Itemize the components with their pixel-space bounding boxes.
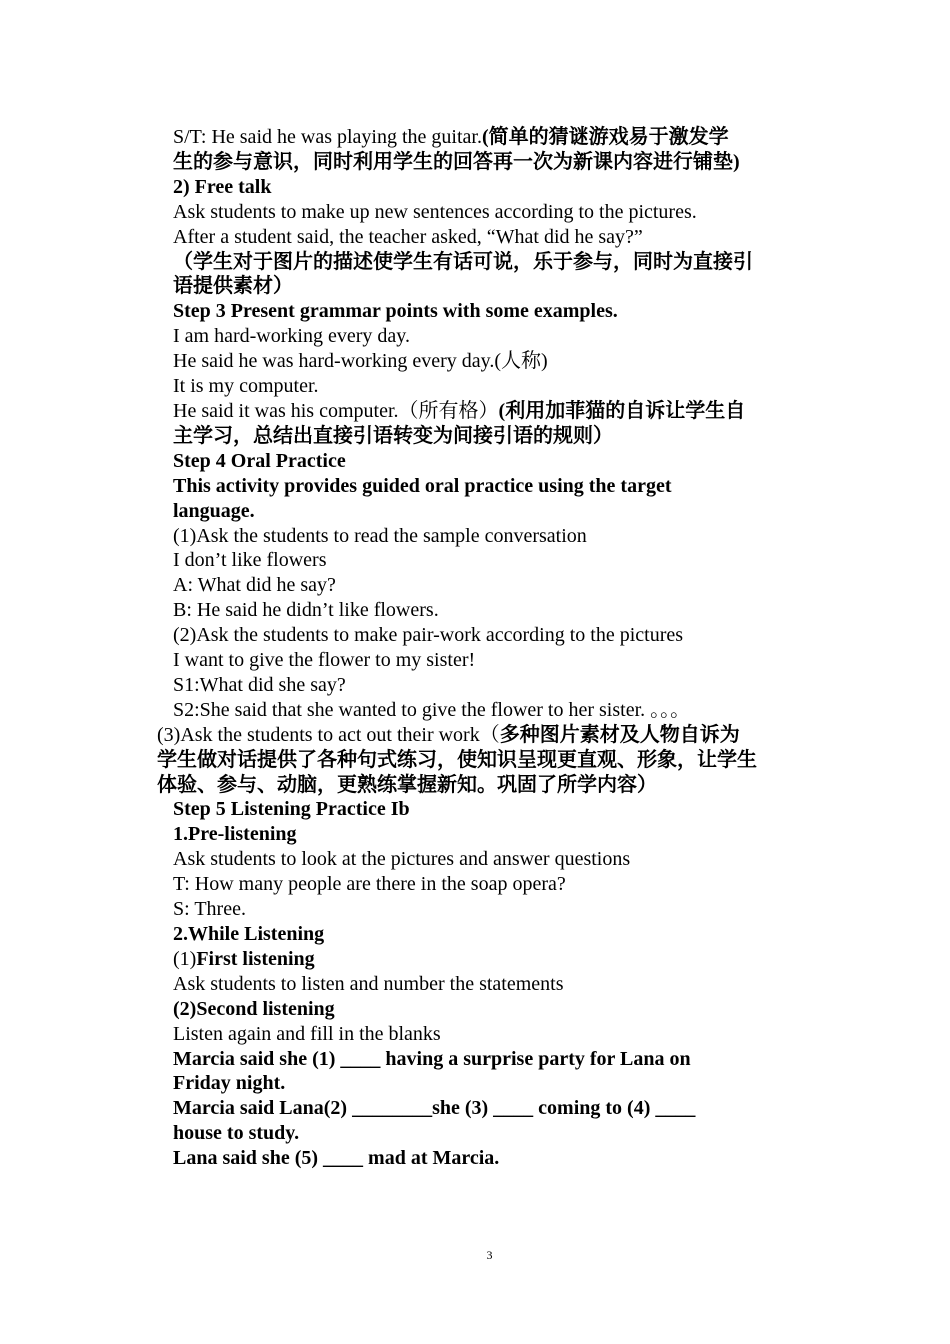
text-run: This activity provides guided oral practice using the target [173,474,672,497]
text-run: 2) Free talk [173,175,272,198]
text-line [157,773,817,798]
text-run: S: Three. [173,898,246,921]
text-line [157,997,817,1022]
text-run: Ask students to look at the pictures and answer questions [173,848,631,871]
text-run: Ask students to make up new sentences according to the pictures. [173,200,697,223]
text-run: S1:What did she say? [173,673,346,696]
document-body [157,125,817,1171]
text-line [157,872,817,897]
text-run: First listening [196,947,315,970]
text-line [157,200,817,225]
text-line [157,1071,817,1096]
text-line [157,847,817,872]
text-line [157,1022,817,1047]
text-run: 2.While Listening [173,923,325,945]
text-run: Listen again and fill in the blanks [173,1022,441,1045]
text-run: Friday night. [173,1072,286,1095]
text-line [157,250,817,275]
text-run: （学生对于图片的描述使学生有话可说，乐于参与，同时为直接引 [173,250,753,273]
text-run: (利用加菲猫的自诉让学生自 [498,399,746,422]
text-line [157,150,817,175]
text-line [157,673,817,698]
text-line [157,897,817,922]
text-line [157,573,817,598]
text-run: It is my computer. [173,375,319,398]
text-run: 多种图片素材及人物自诉为 [499,723,740,746]
text-line [157,698,817,723]
text-run: 1.Pre-listening [173,823,297,846]
text-run: 生的参与意识，同时利用学生的回答再一次为新课内容进行铺垫) [173,150,740,173]
text-line [157,822,817,847]
text-line [157,972,817,997]
text-line [157,374,817,399]
text-run: He said he was hard-working every day.(人称) [173,350,548,373]
text-line [157,1146,817,1171]
text-run: house to study. [173,1122,300,1145]
text-line [157,1121,817,1146]
text-run: (1)Ask the students to read the sample conversation [173,524,587,547]
text-line [157,449,817,474]
text-line [157,424,817,449]
text-run: (2)Second listening [173,997,335,1020]
text-line [157,125,817,150]
text-line [157,1047,817,1072]
page-number: 3 [486,1248,493,1262]
text-line [157,175,817,200]
text-run: S2:She said that she wanted to give the flower to her sister. 。。。 [173,698,691,721]
text-line [157,274,817,299]
text-line [157,225,817,250]
text-line [157,598,817,623]
text-run: language. [173,499,255,522]
text-run: T: How many people are there in the soap opera? [173,873,566,896]
text-run: I want to give the flower to my sister! [173,649,476,672]
text-run: Step 4 Oral Practice [173,449,346,472]
text-line [157,499,817,524]
text-line [157,349,817,374]
text-run: S/T: He said he was playing the guitar. [173,126,482,148]
text-run: After a student said, the teacher asked, “What did he say?” [173,225,643,248]
text-line [157,748,817,773]
text-line [157,524,817,549]
text-run: Marcia said Lana(2) ________she (3) ____ coming to (4) ____ [173,1097,696,1120]
text-run: I am hard-working every day. [173,325,410,348]
text-line [157,299,817,324]
text-run: B: He said he didn’t like flowers. [173,599,439,622]
text-run: Ask students to listen and number the statements [173,972,564,995]
text-run: Lana said she (5) ____ mad at Marcia. [173,1147,500,1170]
text-run: Marcia said she (1) ____ having a surprise party for Lana on [173,1047,691,1070]
text-line [157,797,817,822]
text-line [157,922,817,947]
text-line [157,1096,817,1121]
text-line [157,947,817,972]
text-line [157,623,817,648]
text-line [157,648,817,673]
text-run: 体验、参与、动脑，更熟练掌握新知。巩固了所学内容） [157,773,657,796]
text-run: 主学习，总结出直接引语转变为间接引语的规则） [173,424,613,447]
text-run: Step 3 Present grammar points with some examples. [173,300,618,323]
text-run: 语提供素材） [173,275,293,298]
text-run: (2)Ask the students to make pair-work according to the pictures [173,624,684,647]
text-line [157,474,817,499]
text-run: 学生做对话提供了各种句式练习，使知识呈现更直观、形象，让学生 [157,748,757,771]
text-line [157,324,817,349]
text-line [157,399,817,424]
text-run: (3)Ask the students to act out their work（ [157,723,500,746]
text-run: A: What did he say? [173,574,336,597]
text-run: (1) [173,947,197,970]
text-run: I don’t like flowers [173,549,327,572]
text-line [157,723,817,748]
text-run: Step 5 Listening Practice Ib [173,798,410,821]
text-run: (简单的猜谜游戏易于激发学 [481,126,729,148]
text-line [157,548,817,573]
text-run: He said it was his computer.（所有格） [173,399,499,422]
